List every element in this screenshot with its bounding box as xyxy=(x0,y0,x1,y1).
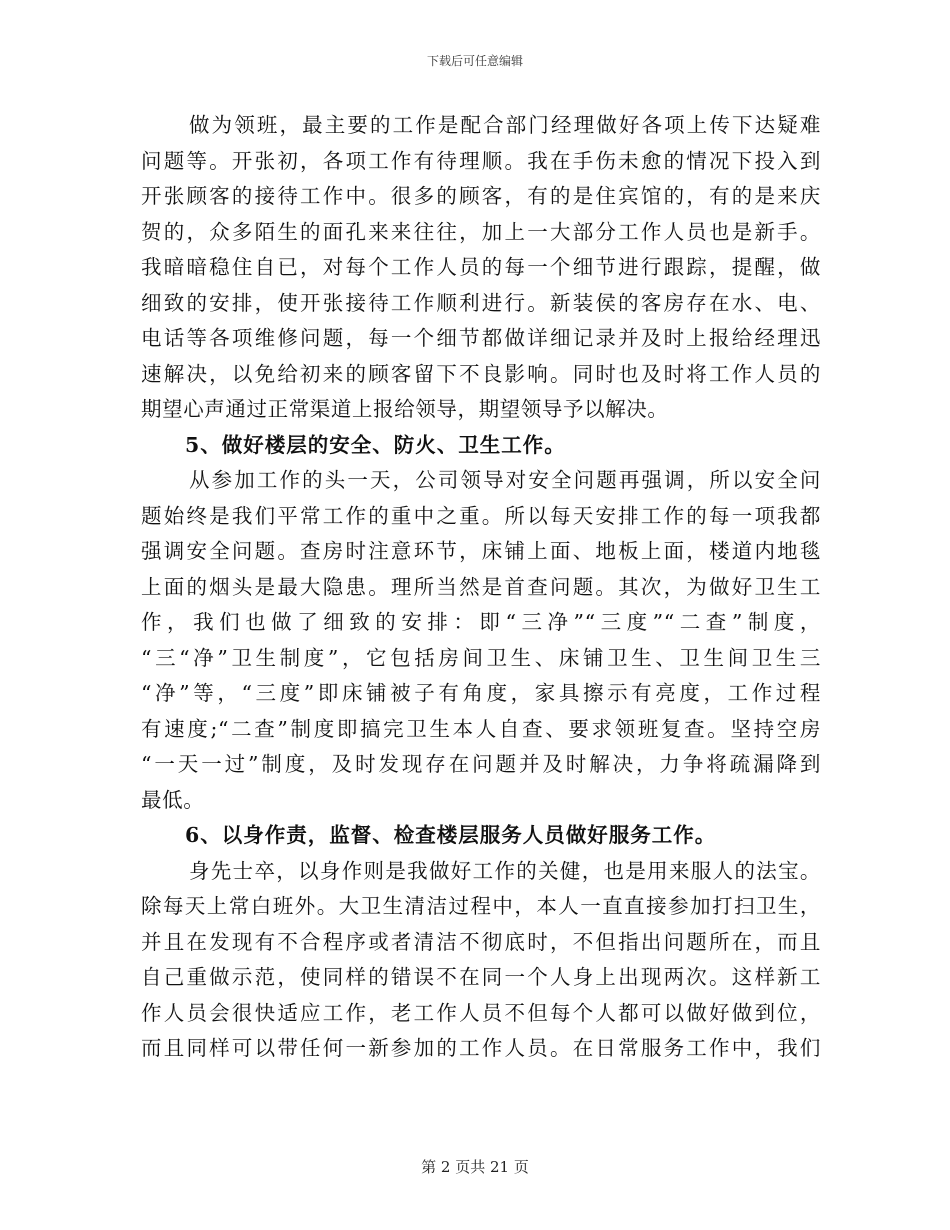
paragraph-line: 开张顾客的接待工作中。很多的顾客，有的是住宾馆的，有的是来庆 xyxy=(141,184,821,208)
paragraph-line: 题始终是我们平常工作的重中之重。所以每天安排工作的每一项我都 xyxy=(141,503,821,528)
paragraph-line: 作人员会很快适应工作，老工作人员不但每个人都可以做好做到位， xyxy=(141,1000,821,1025)
section-heading: 6、以身作责，监督、检查楼层服务人员做好服务工作。 xyxy=(185,823,717,847)
paragraph-line: 做为领班，最主要的工作是配合部门经理做好各项上传下达疑难 xyxy=(189,113,821,137)
paragraph-line: 而且同样可以带任何一新参加的工作人员。在日常服务工作中，我们 xyxy=(141,1036,821,1060)
paragraph-line: “一天一过”制度，及时发现存在问题并及时解决，力争将疏漏降到 xyxy=(141,752,821,776)
paragraph-line: “三“净”卫生制度”，它包括房间卫生、床铺卫生、卫生间卫生三 xyxy=(141,645,821,670)
paragraph-line: 电话等各项维修问题，每一个细节都做详细记录并及时上报给经理迅 xyxy=(141,326,821,350)
paragraph-line: 并且在发现有不合程序或者清洁不彻底时，不但指出问题所在，而且 xyxy=(141,929,821,954)
paragraph-line: 我暗暗稳住自已，对每个工作人员的每一个细节进行跟踪，提醒，做 xyxy=(141,255,821,279)
document-body xyxy=(141,108,821,1067)
section-heading: 5、做好楼层的安全、防火、卫生工作。 xyxy=(185,432,566,457)
paragraph-line: 问题等。开张初，各项工作有待理顺。我在手伤未愈的情况下投入到 xyxy=(141,148,821,173)
paragraph-line: “净”等，“三度”即床铺被子有角度，家具擦示有亮度，工作过程 xyxy=(141,681,821,705)
page-header: 下载后可任意编辑 xyxy=(426,54,523,68)
paragraph-line: 强调安全问题。查房时注意环节，床铺上面、地板上面，楼道内地毯 xyxy=(141,539,821,563)
paragraph-line: 速解决，以免给初来的顾客留下不良影响。同时也及时将工作人员的 xyxy=(141,361,821,386)
paragraph-line: 有速度;“二查”制度即搞完卫生本人自查、要求领班复查。坚持空房 xyxy=(141,716,821,741)
paragraph-line: 贺的，众多陌生的面孔来来往往，加上一大部分工作人员也是新手。 xyxy=(141,219,821,244)
page-footer: 第 2 页共 21 页 xyxy=(421,1158,529,1176)
paragraph-line: 作，我们也做了细致的安排：即“三净”“三度”“二查”制度， xyxy=(141,610,821,634)
paragraph-line: 自己重做示范，使同样的错误不在同一个人身上出现两次。这样新工 xyxy=(141,965,821,989)
paragraph-line: 细致的安排，使开张接待工作顺利进行。新装侯的客房存在水、电、 xyxy=(141,290,821,315)
paragraph-line: 身先士卒，以身作则是我做好工作的关健，也是用来服人的法宝。 xyxy=(189,858,821,883)
paragraph-line: 上面的烟头是最大隐患。理所当然是首查问题。其次，为做好卫生工 xyxy=(141,574,821,599)
paragraph-line: 除每天上常白班外。大卫生清洁过程中，本人一直直接参加打扫卫生， xyxy=(141,894,821,918)
paragraph-line: 期望心声通过正常渠道上报给领导，期望领导予以解决。 xyxy=(141,397,669,421)
paragraph-line: 最低。 xyxy=(141,787,205,812)
paragraph-line: 从参加工作的头一天，公司领导对安全问题再强调，所以安全问 xyxy=(189,468,821,492)
